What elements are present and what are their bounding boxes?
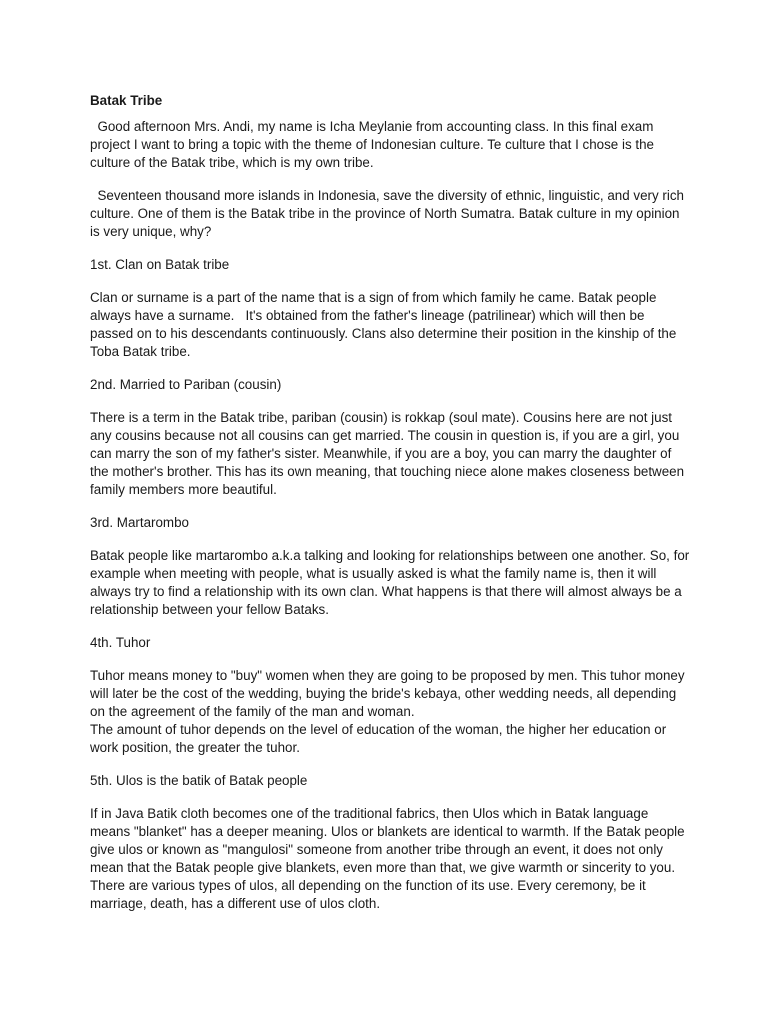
section-body-ulos: If in Java Batik cloth becomes one of the traditional fabrics, then Ulos which in Batak language means "blanket" has a deeper meaning. Ulos or blankets are identical to warmth. If the Batak people give ulos or known as "mangulosi" someone from another tribe through an event, it does not only mean that the Batak people give blankets, even more than that, we give warmth or sincerity to you. There are various types of ulos, all depending on the function of its use. Every ceremony, be it marriage, death, has a different use of ulos cloth.: [90, 806, 685, 911]
section-body-pariban: There is a term in the Batak tribe, pariban (cousin) is rokkap (soul mate). Cousins here are not just any cousins because not all cousins can get married. The cousin in question is, if you are a girl, you can marry the son of my father's sister. Meanwhile, if you are a boy, you can marry the daughter of the mother's brother. This has its own meaning, that touching niece alone makes closeness between family members more beautiful.: [90, 410, 685, 497]
section-heading-pariban: 2nd. Married to Pariban (cousin): [90, 377, 282, 392]
intro-paragraph-2: Seventeen thousand more islands in Indonesia, save the diversity of ethnic, linguistic, and very rich culture. One of them is the Batak tribe in the province of North Sumatra. Batak culture in my opinion is very unique, why?: [90, 188, 684, 239]
section-heading-ulos: 5th. Ulos is the batik of Batak people: [90, 773, 308, 788]
intro-paragraph-1: Good afternoon Mrs. Andi, my name is Icha Meylanie from accounting class. In this final exam project I want to bring a topic with the theme of Indonesian culture. Te culture that I chose is the culture of the Batak tribe, which is my own tribe.: [90, 119, 654, 170]
section-heading-tuhor: 4th. Tuhor: [90, 635, 151, 650]
section-body-clan: Clan or surname is a part of the name that is a sign of from which family he came. Batak people always have a surname. It's obtained from the father's lineage (patrilinear) which will then be passed on to his descendants continuously. Clans also determine their position in the kinship of the Toba Batak tribe.: [90, 290, 677, 359]
document-page: [90, 92, 690, 928]
section-body-tuhor-2: The amount of tuhor depends on the level of education of the woman, the higher her education or work position, the greater the tuhor.: [90, 722, 667, 755]
section-heading-martarombo: 3rd. Martarombo: [90, 515, 189, 530]
document-title: Batak Tribe: [90, 93, 163, 108]
section-body-martarombo: Batak people like martarombo a.k.a talking and looking for relationships between one another. So, for example when meeting with people, what is usually asked is what the family name is, then it will always try to find a relationship with its own clan. What happens is that there will almost always be a relationship between your fellow Bataks.: [90, 548, 690, 617]
section-heading-clan: 1st. Clan on Batak tribe: [90, 257, 230, 272]
section-body-tuhor: Tuhor means money to "buy" women when they are going to be proposed by men. This tuhor money will later be the cost of the wedding, buying the bride's kebaya, other wedding needs, all depending on the agreement of the family of the man and woman.: [90, 668, 685, 719]
